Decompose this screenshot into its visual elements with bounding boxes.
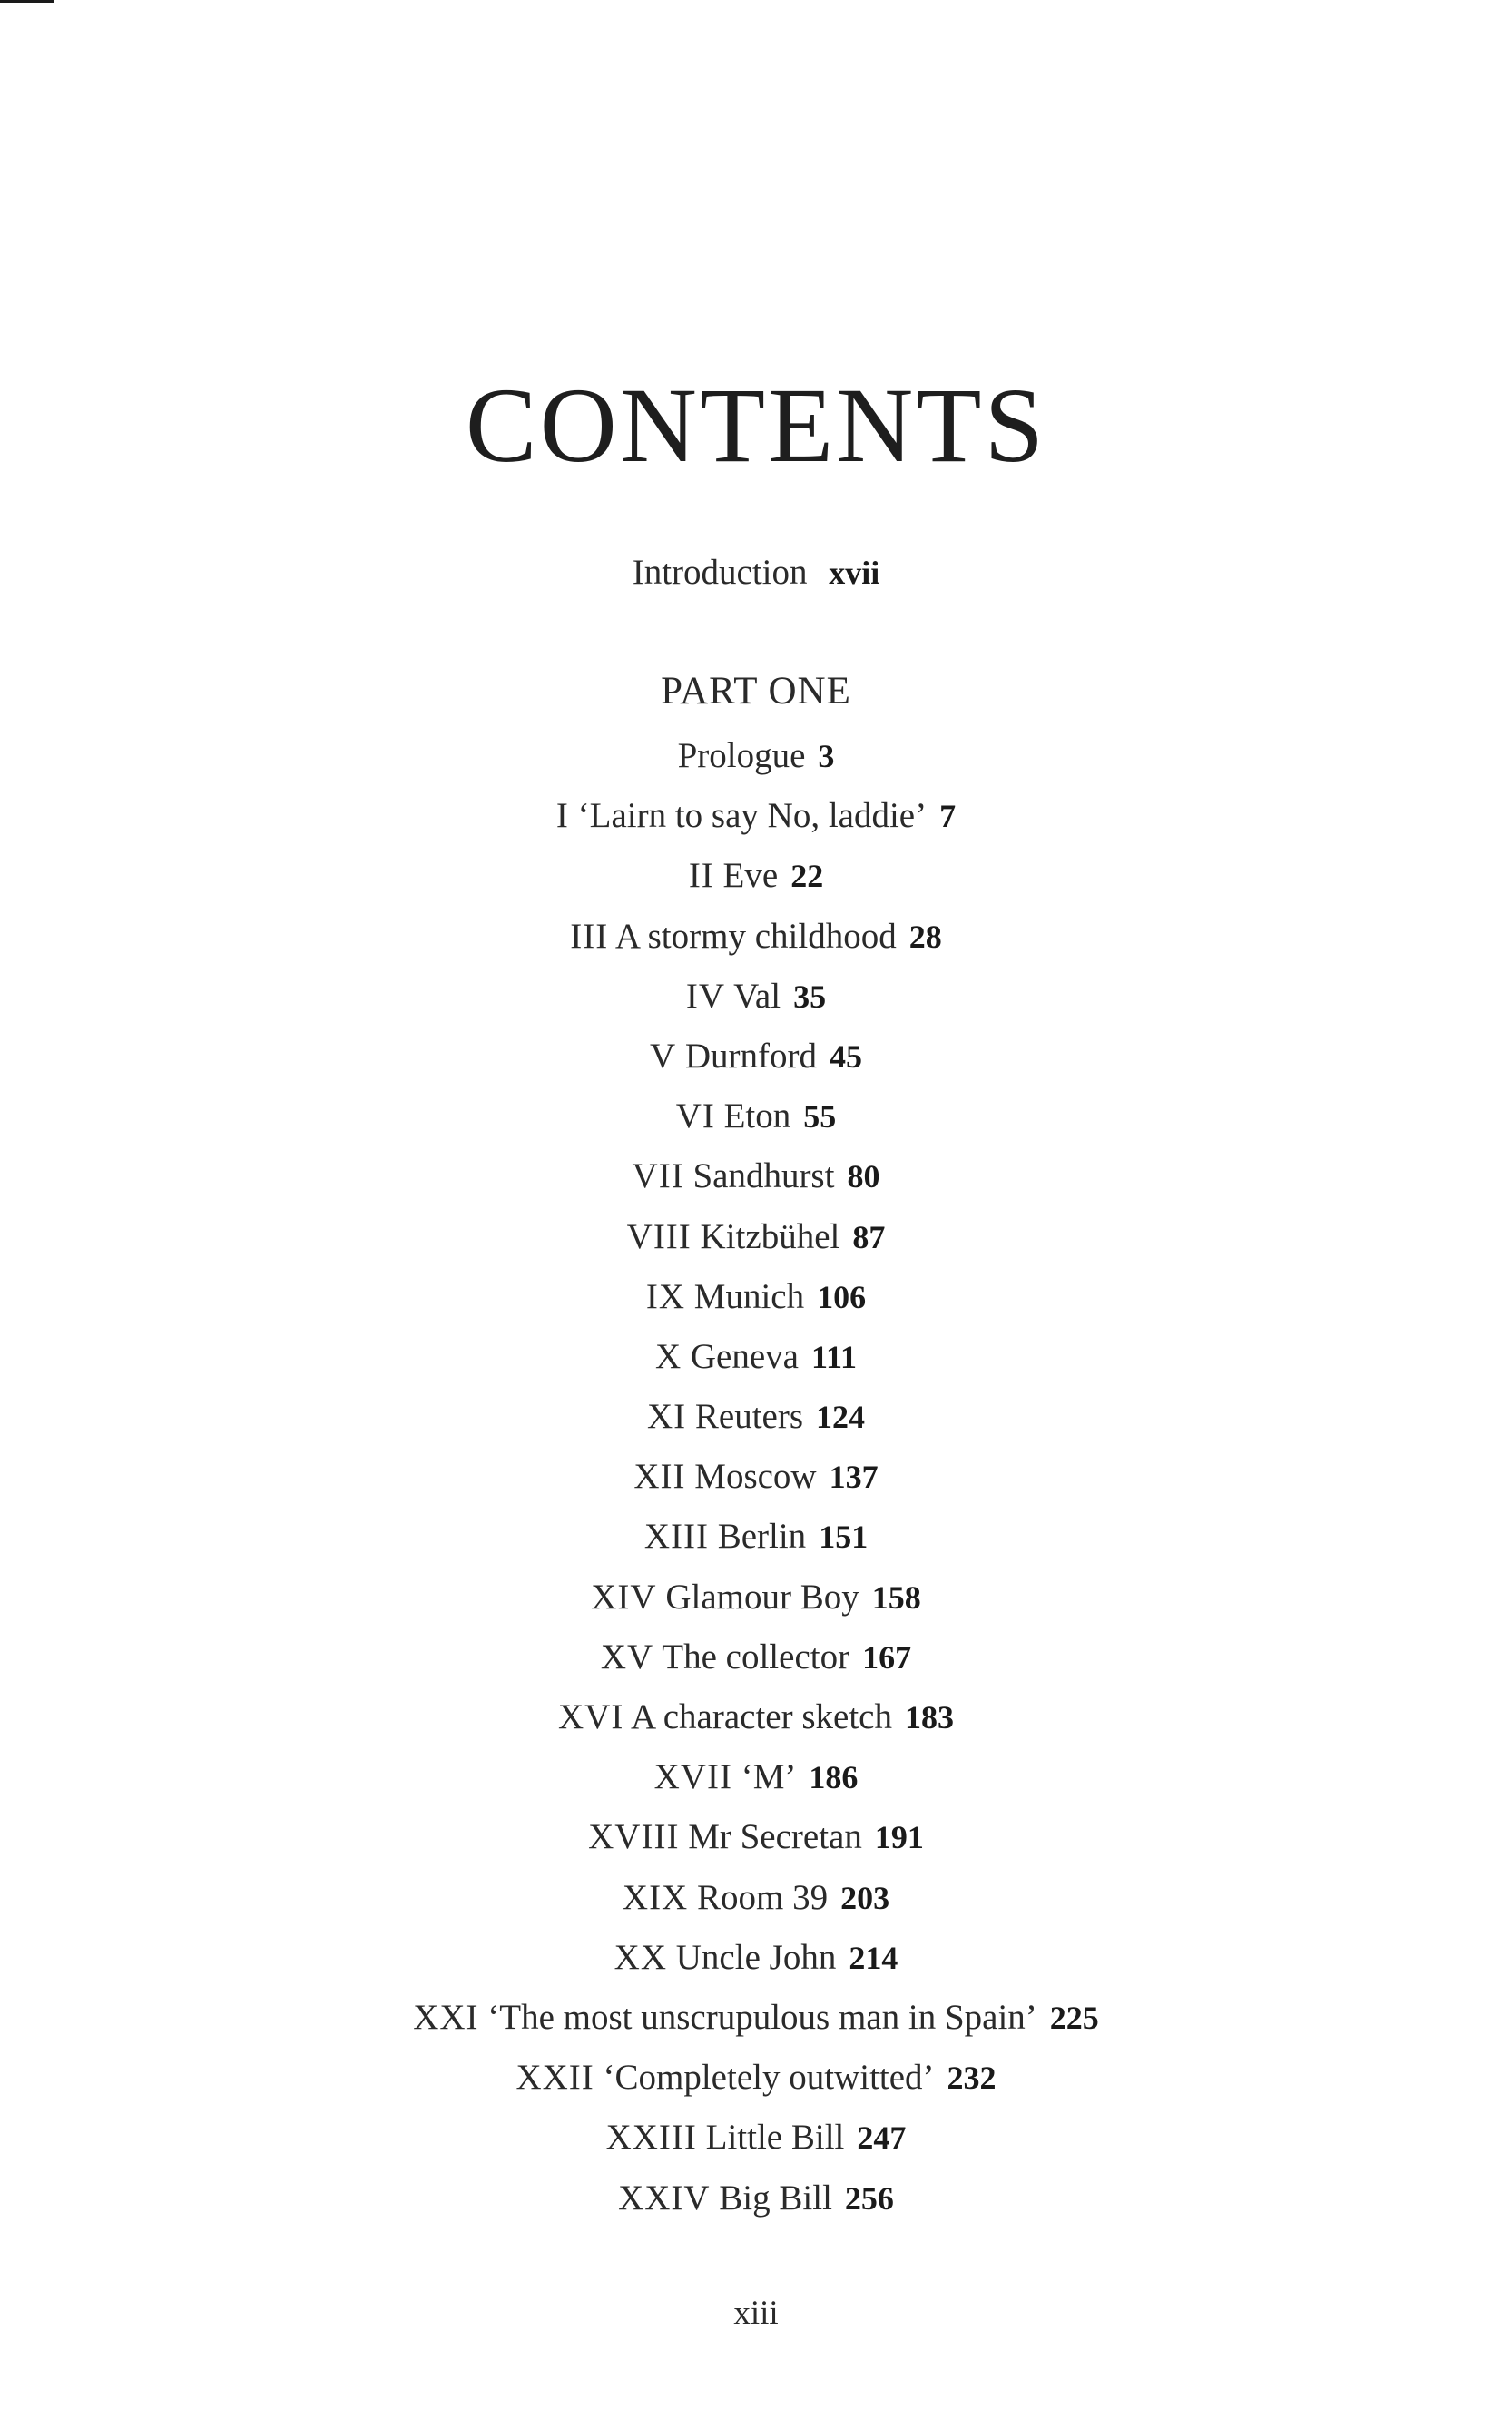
toc-entry-title: Prologue (677, 736, 806, 775)
toc-entry-title: Little Bill (705, 2118, 845, 2158)
toc-entry-title: Big Bill (719, 2178, 832, 2218)
toc-entry[interactable] (0, 1214, 1512, 1274)
toc-entry-title: Kitzbühel (700, 1216, 840, 1256)
toc-entry-page: 87 (852, 1218, 886, 1255)
toc-entry[interactable] (0, 1814, 1512, 1874)
toc-entry-page: 151 (819, 1519, 869, 1556)
toc-entry-title: Munich (693, 1276, 805, 1316)
toc-introduction-page: xvii (829, 555, 880, 591)
toc-entry-page: 3 (818, 738, 835, 774)
toc-entry-number: III (570, 916, 609, 956)
toc-entry[interactable] (0, 974, 1512, 1034)
toc-entry-title: Val (733, 976, 781, 1016)
toc-entry[interactable] (0, 1514, 1512, 1574)
toc-entry-number: XVII (653, 1757, 732, 1797)
toc-entry-page: 232 (947, 2060, 997, 2097)
toc-entry-number: XXIV (618, 2178, 711, 2218)
toc-entry-page: 256 (844, 2179, 894, 2217)
toc-entry-title: A stormy childhood (614, 916, 897, 956)
toc-entry-title: ‘Lairn to say No, laddie’ (577, 796, 928, 836)
page-title: CONTENTS (465, 366, 1047, 485)
toc-entry[interactable] (0, 793, 1512, 853)
toc-entry-page: 158 (871, 1578, 921, 1616)
toc-entry-title: Durnford (684, 1036, 818, 1076)
toc-entry-page: 214 (849, 1939, 898, 1976)
toc-entry-page: 80 (847, 1158, 880, 1195)
toc-entry-number: II (688, 856, 714, 896)
toc-entry-page: 111 (811, 1338, 858, 1375)
toc-entry-number: XIV (591, 1577, 657, 1617)
toc-entry-number: XXI (413, 1997, 479, 2037)
toc-entry-number: XX (614, 1937, 668, 1977)
toc-entry-number: V (649, 1036, 677, 1076)
toc-entry-title: Eve (722, 856, 779, 896)
toc-entry-number: VIII (626, 1216, 692, 1256)
toc-entry[interactable] (0, 1094, 1512, 1154)
toc-entry-title: ‘M’ (741, 1757, 797, 1797)
toc-entry-page: 247 (857, 2119, 907, 2157)
toc-entry-title: Uncle John (675, 1937, 837, 1977)
toc-entry-number: XIII (643, 1517, 709, 1557)
toc-entry-page: 186 (809, 1759, 859, 1796)
toc-entry-page: 55 (803, 1098, 837, 1136)
toc-entry-page: 28 (908, 918, 942, 955)
toc-entry-page: 124 (816, 1399, 866, 1436)
toc-entry[interactable] (0, 2115, 1512, 2175)
toc-entry-number: XI (646, 1397, 687, 1437)
toc-entry-page: 167 (862, 1638, 912, 1676)
toc-entry-title: Mr Secretan (688, 1817, 862, 1857)
toc-entry-page: 191 (874, 1819, 924, 1856)
toc-entry-title: Eton (723, 1096, 791, 1136)
toc-entry-title: ‘Completely outwitted’ (603, 2058, 935, 2098)
toc-entry[interactable] (0, 1454, 1512, 1514)
toc-entry-number: XXIII (605, 2118, 697, 2158)
toc-entry-page: 203 (840, 1879, 890, 1916)
toc-entry-title: Berlin (717, 1517, 807, 1557)
toc-entry[interactable] (0, 1755, 1512, 1814)
toc-entry-number: VII (632, 1156, 684, 1196)
toc-entry-number: XV (600, 1637, 654, 1677)
part-heading: PART ONE (661, 670, 851, 713)
toc-entry-page: 183 (904, 1699, 954, 1736)
toc-entry-number: IV (685, 976, 726, 1016)
toc-entry-number: XVIII (588, 1817, 680, 1857)
toc-entry-page: 137 (829, 1459, 879, 1496)
toc-entry[interactable] (0, 2176, 1512, 2236)
toc-entry-title: The collector (662, 1637, 850, 1677)
toc-introduction-label: Introduction (632, 553, 808, 592)
toc-entry-page: 45 (830, 1037, 863, 1075)
toc-entry-number: XVI (558, 1697, 624, 1736)
toc-entry-number: VI (675, 1096, 715, 1136)
toc-entry[interactable] (0, 1274, 1512, 1334)
toc-entry-number: XII (633, 1457, 686, 1497)
toc-entry[interactable] (0, 1695, 1512, 1755)
toc-entry[interactable] (0, 853, 1512, 913)
toc-entry-title: Geneva (690, 1336, 799, 1376)
page-folio: xiii (733, 2295, 779, 2332)
toc-entry-page: 106 (817, 1278, 867, 1315)
toc-entry[interactable] (0, 1575, 1512, 1635)
toc-entry[interactable] (0, 1935, 1512, 1995)
top-edge-rule (0, 0, 54, 3)
toc-entry-page: 22 (790, 858, 824, 895)
toc-entry-page: 225 (1049, 1999, 1099, 2036)
toc-entry[interactable] (0, 1394, 1512, 1454)
toc-entry[interactable] (0, 1875, 1512, 1935)
toc-entry[interactable] (0, 1334, 1512, 1394)
toc-entry[interactable] (0, 1995, 1512, 2055)
toc-entry-title: Moscow (694, 1457, 817, 1497)
toc-introduction[interactable] (0, 555, 1512, 590)
toc-entry-title: A character sketch (630, 1697, 892, 1736)
toc-entry-title: Reuters (694, 1397, 804, 1437)
toc-entry-number: XIX (622, 1877, 689, 1917)
toc-entry[interactable] (0, 733, 1512, 793)
toc-entry-title: Sandhurst (692, 1156, 835, 1196)
toc-entry-number: X (654, 1336, 682, 1376)
toc-entry[interactable] (0, 1034, 1512, 1094)
toc-entry-number: IX (645, 1276, 686, 1316)
toc-entry-number: I (555, 796, 569, 836)
toc-list (0, 733, 1512, 2236)
toc-entry-title: Glamour Boy (665, 1577, 859, 1617)
toc-entry[interactable] (0, 914, 1512, 974)
toc-entry-number: XXII (515, 2058, 594, 2098)
toc-entry-title: Room 39 (696, 1877, 829, 1917)
toc-entry[interactable] (0, 1635, 1512, 1695)
toc-entry-title: ‘The most unscrupulous man in Spain’ (487, 1997, 1037, 2037)
toc-entry-page: 35 (793, 978, 827, 1015)
toc-entry[interactable] (0, 1154, 1512, 1214)
toc-entry-page: 7 (939, 798, 957, 835)
toc-entry[interactable] (0, 2055, 1512, 2115)
